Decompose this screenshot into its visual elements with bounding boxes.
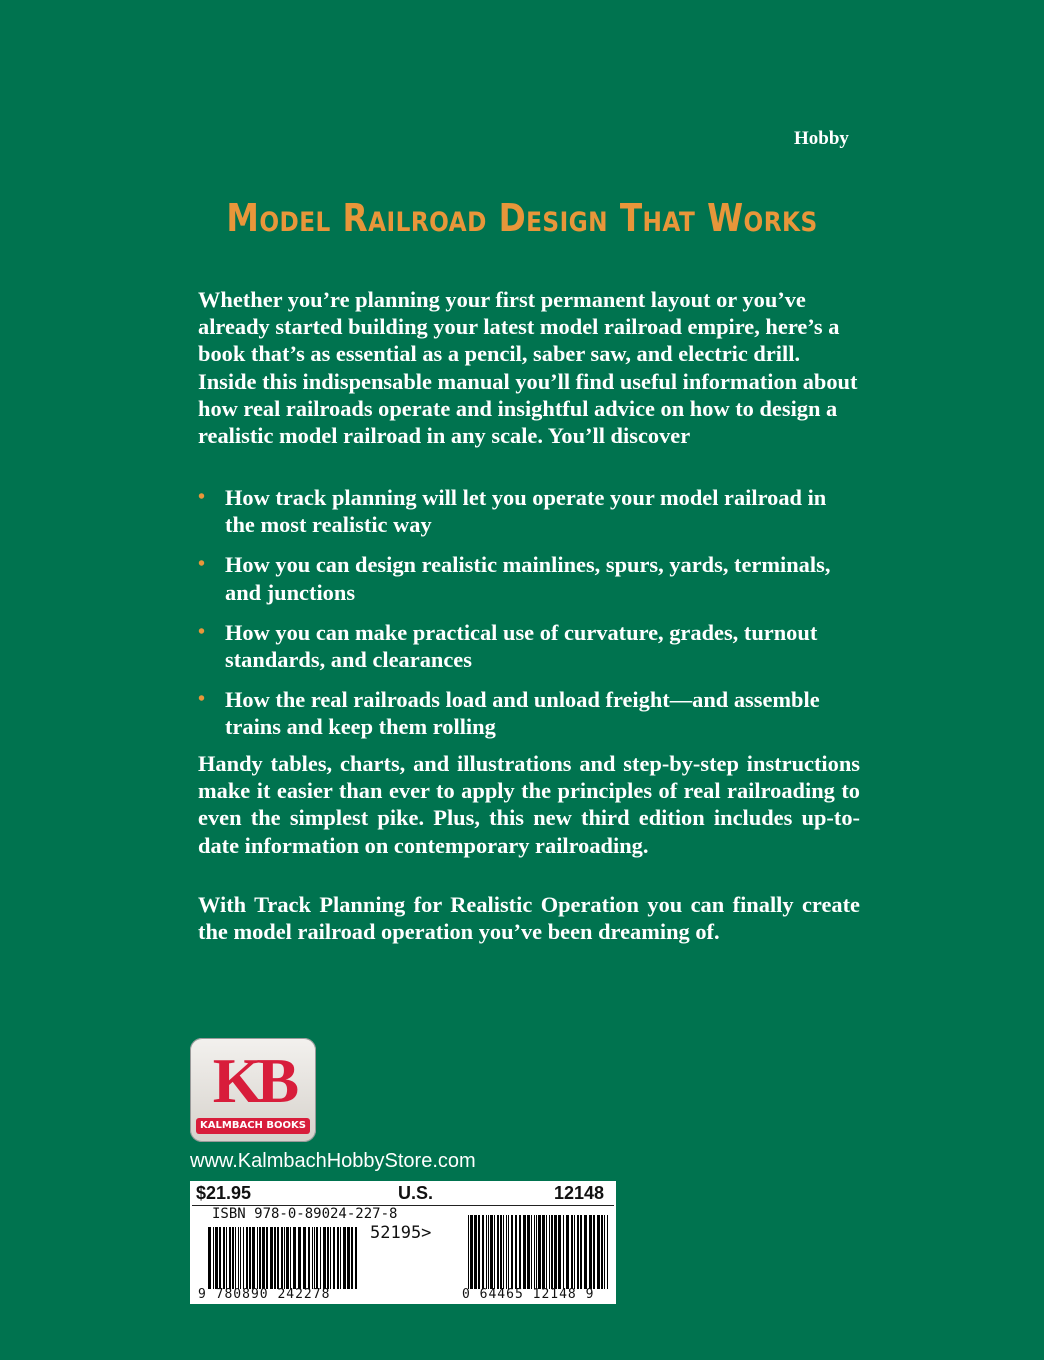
barcode-stripe: [337, 1227, 339, 1289]
barcode-stripe: [314, 1227, 315, 1289]
barcode-stripe: [229, 1227, 231, 1289]
barcode-stripe: [482, 1215, 484, 1289]
barcode-stripe: [215, 1227, 218, 1289]
bullet-icon: •: [198, 486, 206, 508]
barcode-stripe: [534, 1215, 535, 1289]
barcode-stripe: [347, 1227, 350, 1289]
product-code: 12148: [553, 1183, 604, 1203]
list-item: [198, 551, 860, 605]
barcode-stripe: [274, 1227, 276, 1289]
barcode-stripe: [571, 1215, 573, 1289]
price: $21.95: [196, 1183, 252, 1203]
barcode-stripe: [252, 1227, 255, 1289]
back-cover-title: Model Railroad Design That Works: [226, 196, 818, 240]
list-item-text: How you can design realistic mainlines, spurs, yards, terminals, and junctions: [225, 552, 831, 605]
category-label: Hobby: [794, 128, 849, 149]
barcode-stripe: [281, 1227, 283, 1289]
barcode-stripe: [604, 1215, 605, 1289]
list-item-text: How the real railroads load and unload freight—and assemble trains and keep them rolling: [225, 687, 820, 740]
barcode-stripe: [593, 1215, 595, 1289]
barcode-stripe: [470, 1215, 473, 1289]
barcode-stripe: [523, 1215, 526, 1289]
barcode-stripe: [580, 1215, 582, 1289]
barcode-stripe: [551, 1215, 553, 1289]
upc-barcode: [468, 1215, 614, 1289]
barcode-stripe: [601, 1215, 603, 1289]
intro-paragraph: Whether you’re planning your first permanent layout or you’ve already started building your latest model railroad empire, here’s a book that’s as essential as a pencil, saber saw, and electric drill. Inside this indispensable manual you’ll find useful information about how real railroads operate and insightful advice on how to design a realistic model railroad in any scale. You’ll discover: [198, 287, 858, 449]
barcode-stripe: [312, 1227, 313, 1289]
barcode-stripe: [226, 1227, 227, 1289]
barcode-stripe: [243, 1227, 244, 1289]
barcode-stripe: [538, 1215, 541, 1289]
bullet-icon: •: [198, 620, 206, 643]
barcode-stripe: [494, 1215, 495, 1289]
barcode-stripe: [213, 1227, 214, 1289]
barcode-stripe: [270, 1227, 273, 1289]
barcode-stripe: [293, 1227, 296, 1289]
barcode-stripe: [554, 1215, 557, 1289]
barcode-stripe: [343, 1227, 346, 1289]
price-barcode-box: [190, 1181, 616, 1304]
barcode-stripe: [546, 1215, 547, 1289]
barcode-stripe: [549, 1215, 550, 1289]
barcode-stripe: [597, 1215, 600, 1289]
barcode-stripe: [277, 1227, 279, 1289]
barcode-stripe: [246, 1227, 248, 1289]
logo-band-text: KALMBACH BOOKS: [196, 1118, 310, 1134]
list-item: [198, 484, 860, 538]
barcode-stripe: [259, 1227, 261, 1289]
barcode-stripe: [490, 1215, 493, 1289]
barcode-stripe: [340, 1227, 341, 1289]
barcode-stripe: [330, 1227, 331, 1289]
list-item-text: How you can make practical use of curvature, grades, turnout standards, and clearances: [225, 619, 818, 673]
barcode-stripe: [566, 1215, 569, 1289]
barcode-stripe: [497, 1215, 499, 1289]
barcode-stripe: [589, 1215, 592, 1289]
barcode-stripe: [235, 1227, 236, 1289]
barcode-stripe: [355, 1227, 357, 1289]
details-paragraph: Handy tables, charts, and illustrations and step-by-step instructions make it easier than ever to apply the principles of real railroading to even the simplest pike. Plus, this new third edition includes up-to-date information on contemporary railroading.: [198, 751, 860, 858]
logo-letters: KB: [212, 1045, 294, 1116]
barcode-stripe: [316, 1227, 318, 1289]
barcode-stripe: [536, 1215, 537, 1289]
barcode-stripe: [468, 1215, 469, 1289]
barcode-stripe: [486, 1215, 487, 1289]
upc-number: 0 64465 12148 9: [462, 1287, 595, 1302]
closing-paragraph: With Track Planning for Realistic Operation you can finally create the model railroad operation you’ve been dreaming of.: [198, 892, 860, 945]
barcode-stripe: [223, 1227, 225, 1289]
barcode-stripe: [511, 1215, 513, 1289]
barcode-stripe: [257, 1227, 258, 1289]
isbn: ISBN 978-0-89024-227-8: [212, 1206, 398, 1222]
feature-list: [198, 484, 860, 754]
barcode-stripe: [488, 1215, 489, 1289]
barcode-stripe: [333, 1227, 335, 1289]
barcode-stripe: [527, 1215, 530, 1289]
barcode-stripe: [506, 1215, 507, 1289]
list-item: [198, 619, 860, 673]
barcode-stripe: [249, 1227, 251, 1289]
bullet-icon: •: [198, 553, 206, 576]
barcode-stripe: [320, 1227, 321, 1289]
barcode-stripe: [478, 1215, 480, 1289]
publisher-logo: [190, 1038, 316, 1142]
barcode-stripe: [308, 1227, 310, 1289]
barcode-stripe: [238, 1227, 239, 1289]
barcode-stripe: [208, 1227, 211, 1289]
barcode-stripe: [327, 1227, 329, 1289]
barcode-stripe: [474, 1215, 477, 1289]
barcode-stripe: [323, 1227, 326, 1289]
list-item: [198, 686, 860, 740]
barcode-stripe: [503, 1215, 504, 1289]
barcode-stripe: [232, 1227, 234, 1289]
barcode-stripe: [607, 1215, 608, 1289]
barcode-stripe: [508, 1215, 509, 1289]
barcode-stripe: [542, 1215, 545, 1289]
barcode-stripe: [563, 1215, 564, 1289]
price-addon-code: 52195>: [370, 1223, 432, 1243]
barcode-stripe: [219, 1227, 221, 1289]
barcode-stripe: [584, 1215, 587, 1289]
barcode-stripe: [266, 1227, 268, 1289]
barcode-stripe: [351, 1227, 353, 1289]
barcode-stripe: [531, 1215, 532, 1289]
barcode-stripe: [286, 1227, 289, 1289]
barcode-stripe: [262, 1227, 265, 1289]
barcode-stripe: [577, 1215, 579, 1289]
barcode-stripe: [303, 1227, 306, 1289]
barcode-stripe: [574, 1215, 575, 1289]
barcode-stripe: [515, 1215, 517, 1289]
barcode-stripe: [284, 1227, 285, 1289]
barcode-stripe: [519, 1215, 521, 1289]
price-country: U.S.: [398, 1183, 434, 1203]
barcode-stripe: [500, 1215, 502, 1289]
list-item-text: How track planning will let you operate your model railroad in the most realistic way: [225, 485, 827, 538]
bullet-icon: •: [198, 688, 206, 711]
barcode-stripe: [558, 1215, 561, 1289]
barcode-stripe: [290, 1227, 291, 1289]
barcode-stripe: [298, 1227, 301, 1289]
website-url: www.KalmbachHobbyStore.com: [190, 1150, 476, 1172]
barcode-stripe: [240, 1227, 241, 1289]
barcode-number: 9 780890 242278: [198, 1287, 331, 1302]
isbn-barcode: [208, 1227, 362, 1289]
